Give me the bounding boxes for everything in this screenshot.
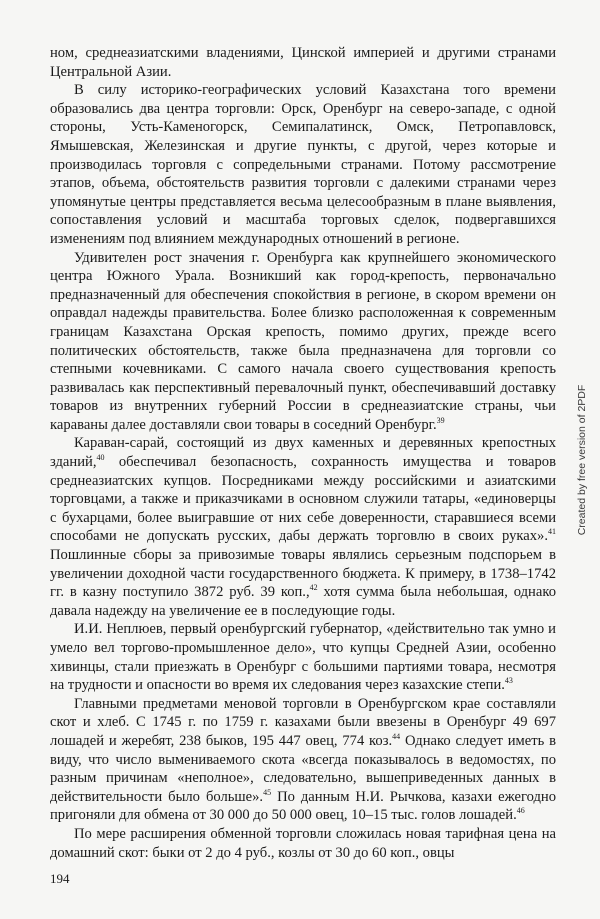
paragraph-text: Пошлинные сборы за привозимые товары являлись серьезным подспорьем в увеличении доходной части государственного бюджета. К примеру, в 1738–1742 гг. в казну поступило 3872 руб. 39 коп.,	[50, 547, 556, 601]
paragraph-text: хотя сумма была небольшая, однако давала надежду на увеличение ее в последующие годы.	[50, 584, 556, 619]
paragraph	[50, 249, 556, 435]
watermark-text: Created by free version of 2PDF	[576, 384, 588, 536]
footnote-ref: 40	[96, 453, 105, 463]
page-number: 194	[50, 871, 70, 886]
paragraph	[50, 620, 556, 694]
footnote-ref: 39	[436, 416, 445, 426]
paragraph-text: По данным Н.И. Рычкова, казахи ежегодно пригоняли для обмена от 30 000 до 50 000 овец, 10–15 тыс. голов лошадей.	[50, 788, 557, 824]
paragraph-text: В силу историко-географических условий Казахстана того времени образовались два центра торговли: Орск, Оренбург на северо-западе, с одной стороны, Усть-Каменогорск, Семипалатинск, Омск, Петропавловск, Ямышевская, Железинская и другие пункты, с другой, через которые и производилась торговля с сопредельными странами. Потому рассмотрение этапов, объема, обстоятельств развития торговли с далекими странами через упомянутые центры представляется весьма целесообразным в плане выявления, сопоставления условий и масштаба торговых сделок, подвергавшихся изменениям под влиянием международных отношений в регионе.	[50, 82, 556, 247]
paragraph-text: обеспечивал безопасность, сохранность имущества и товаров среднеазиатских купцов. Посредниками между российскими и азиатскими торговцами, а также и приказчиками в основном служили татары, «единоверцы с бухарцами, более выигравшие от них себе доверенности, старавшиеся всеми способами не допускать русских, дабы держать торговлю в своих руках».	[50, 454, 556, 545]
paragraph-text: ном, среднеазиатскими владениями, Цинской империей и другими странами Центральной Азии.	[50, 45, 556, 80]
paragraph	[50, 44, 556, 81]
paragraph	[50, 81, 556, 248]
paragraph-text: Однако следует иметь в виду, что число вымениваемого скота «всегда показывалось в ведомостях, по разным причинам «неполное», следовательно, вышеприведенных данных в действительности было больше».	[50, 732, 556, 805]
footnote-ref: 43	[504, 676, 513, 686]
footnote-ref: 42	[309, 583, 318, 593]
footnote-ref: 44	[392, 732, 401, 742]
paragraph	[50, 695, 556, 825]
paragraph-text: По мере расширения обменной торговли сложилась новая тарифная цена на домашний скот: быки от 2 до 4 руб., козлы от 30 до 60 коп., овцы	[50, 825, 556, 861]
paragraph	[50, 825, 556, 862]
paragraph-text: И.И. Неплюев, первый оренбургский губернатор, «действительно так умно и умело вел торгово-промышленное дело», что купцы Средней Азии, особенно хивинцы, стали приезжать в Оренбург с большими партиями товара, несмотря на трудности и опасности во время их следования через казахские степи.	[50, 621, 556, 694]
footnote-ref: 45	[263, 787, 272, 797]
footnote-ref: 41	[548, 527, 556, 537]
paragraph-text: Главными предметами меновой торговли в Оренбургском крае составляли скот и хлеб. С 1745 г. по 1759 г. казахами были ввезены в Оренбург 49 697 лошадей и жеребят, 238 быков, 195 447 овец, 774 коз.	[50, 695, 556, 749]
paragraph-text: Караван-сарай, состоящий из двух каменных и деревянных крепостных зданий,	[50, 435, 556, 471]
paragraph	[50, 434, 556, 620]
paragraph-text: Удивителен рост значения г. Оренбурга как крупнейшего экономического центра Южного Урала. Возникший как город-крепость, первоначально предназначенный для обеспечения спокойствия в регионе, в скором времени он оправдал надежды правительства. Более близко расположенная к современным границам Казахстана Орская крепость, помимо других, прежде всего политических обстоятельств, также была предназначена для торговли со степными кочевниками. С самого начала своего существования крепость развивалась как перспективный перевалочный пункт, обеспечивавший доставку товаров из внутренних губерний России в среднеазиатские страны, чьи караваны далее доставляли свои товары в соседний Оренбург.	[50, 249, 556, 433]
page-body	[50, 44, 556, 862]
footnote-ref: 46	[516, 806, 525, 816]
